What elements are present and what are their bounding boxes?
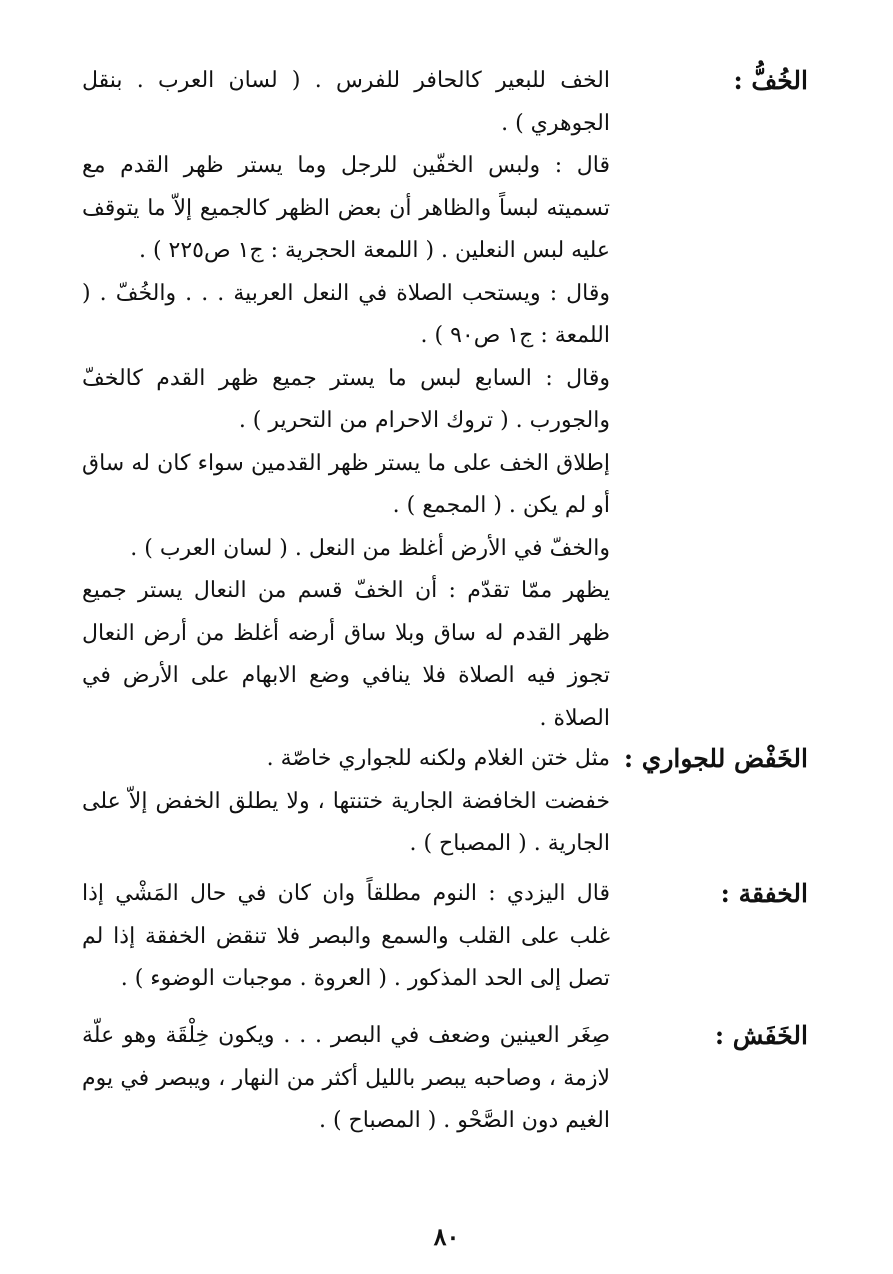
entry-headword: الخُفُّ :: [733, 66, 808, 95]
definition-paragraph: مثل ختن الغلام ولكنه للجواري خاصّة .: [266, 746, 610, 771]
entry-definition: [82, 738, 610, 866]
entry-headword: الخَفْض للجواري :: [623, 744, 808, 773]
definition-paragraph: خفضت الخافضة الجارية ختنتها ، ولا يطلق الخفض إلاّ على الجارية . ( المصباح ) .: [82, 788, 610, 856]
definition-paragraph: قال اليزدي : النوم مطلقاً وان كان في حال المَشْي إذا غلب على القلب والسمع والبصر فلا تنقض الخفقة إذا لم تصل إلى الحد المذكور . ( العروة . موجبات الوضوء ) .: [82, 881, 610, 991]
definition-paragraph: صِغَر العينين وضعف في البصر . . . ويكون خِلْقَة وهو علّة لازمة ، وصاحبه يبصر بالليل أكثر من النهار ، ويبصر في يوم الغيم دون الصَّحْو . ( المصباح ) .: [82, 1023, 610, 1133]
page-number: ٨٠: [433, 1222, 460, 1251]
entry-headword: الخفقة :: [720, 879, 808, 908]
definition-paragraph: والخفّ في الأرض أغلظ من النعل . ( لسان العرب ) .: [130, 535, 610, 561]
entry-definition: [82, 1015, 610, 1143]
definition-paragraph: وقال : السابع لبس ما يستر جميع ظهر القدم كالخفّ والجورب . ( تروك الاحرام من التحرير ) .: [82, 365, 610, 433]
definition-paragraph: يظهر ممّا تقدّم : أن الخفّ قسم من النعال يستر جميع ظهر القدم له ساق وبلا ساق أرضه أغلظ من أرض النعال تجوز فيه الصلاة فلا ينافي وضع الابهام على الأرض في الصلاة .: [82, 578, 610, 731]
entry-definition: [82, 60, 610, 740]
definition-paragraph: قال : ولبس الخفّين للرجل وما يستر ظهر القدم مع تسميته لبساً والظاهر أن بعض الظهر كالجميع إلاّ ما يتوقف عليه لبس النعلين . ( اللمعة الحجرية : ج١ ص٢٢٥ ) .: [82, 153, 610, 263]
definition-paragraph: الخف للبعير كالحافر للفرس . ( لسان العرب . بنقل الجوهري ) .: [82, 68, 610, 136]
definition-paragraph: وقال : ويستحب الصلاة في النعل العربية . . . والخُفّ . ( اللمعة : ج١ ص٩٠ ) .: [82, 280, 610, 348]
entry-headword: الخَفَش :: [714, 1021, 808, 1050]
entry-definition: [82, 873, 610, 1001]
definition-paragraph: إطلاق الخف على ما يستر ظهر القدمين سواء كان له ساق أو لم يكن . ( المجمع ) .: [82, 450, 610, 518]
